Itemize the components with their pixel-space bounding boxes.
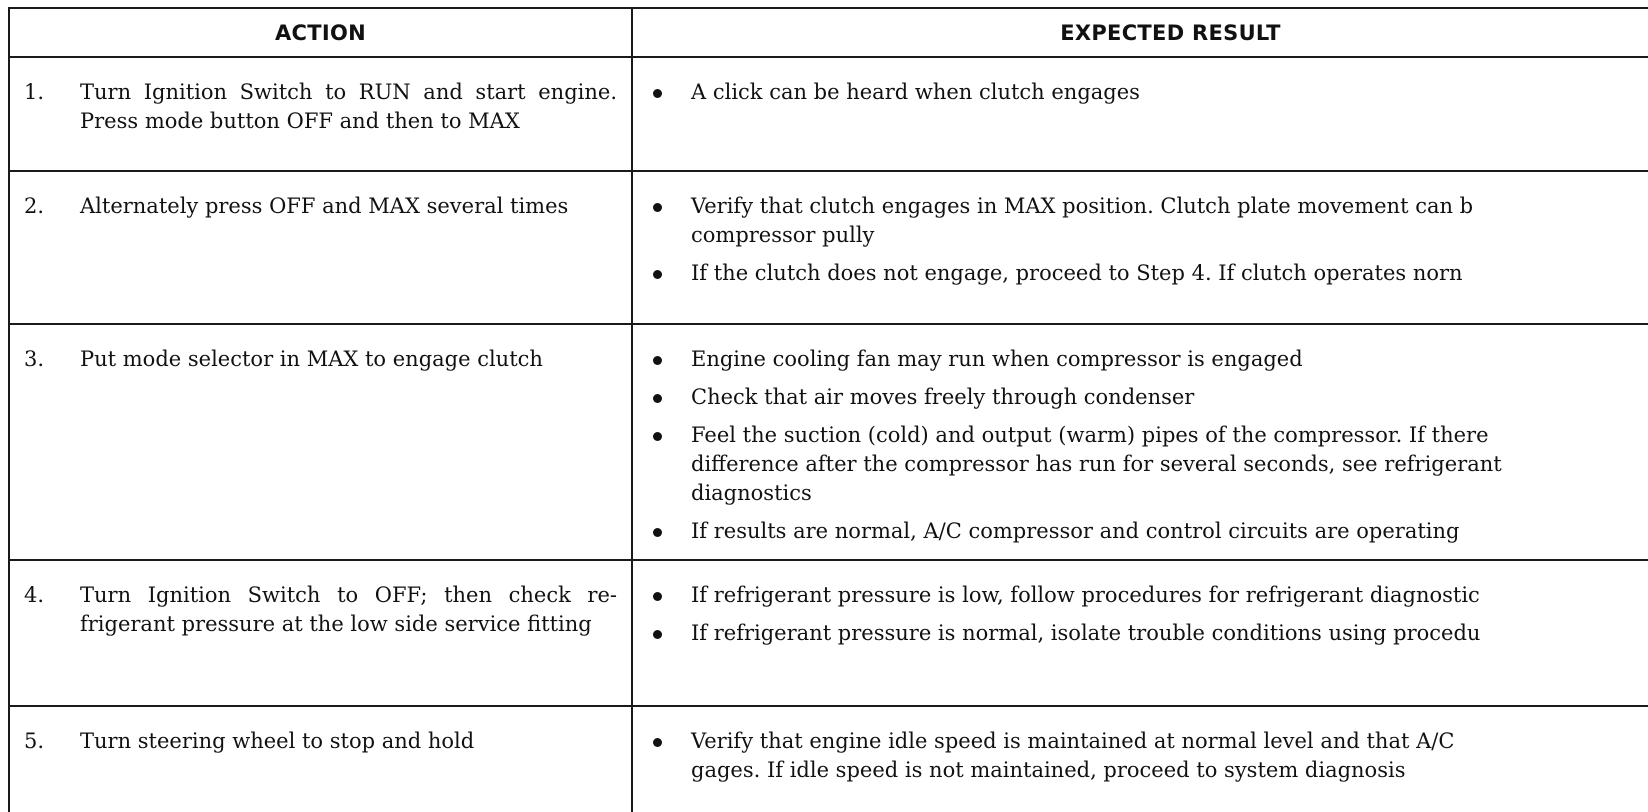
result-item xyxy=(633,421,1648,508)
bullet-icon xyxy=(653,394,662,403)
action-text: Alternately press OFF and MAX several times xyxy=(80,194,569,218)
action-cell xyxy=(9,560,632,706)
action-cell xyxy=(9,57,632,171)
result-item xyxy=(633,345,1648,374)
result-text: Verify that engine idle speed is maintained at normal level and that A/C gages. If idle speed is not maintained, proceed to system diagnosis xyxy=(691,729,1455,782)
result-text: Engine cooling fan may run when compressor is engaged xyxy=(691,347,1303,371)
bullet-icon xyxy=(653,270,662,279)
table-row xyxy=(9,706,1648,812)
result-text: If results are normal, A/C compressor and control circuits are operating xyxy=(691,519,1460,543)
result-item xyxy=(633,78,1648,107)
bullet-icon xyxy=(653,630,662,639)
step-number: 2. xyxy=(24,194,45,218)
result-cell xyxy=(632,57,1648,171)
result-text: If refrigerant pressure is normal, isolate trouble conditions using procedu xyxy=(691,621,1481,645)
result-cell xyxy=(632,560,1648,706)
step-number: 3. xyxy=(24,347,45,371)
result-cell xyxy=(632,171,1648,324)
action-text: Turn steering wheel to stop and hold xyxy=(80,729,475,753)
result-text: Verify that clutch engages in MAX position. Clutch plate movement can b compressor pully xyxy=(691,194,1474,247)
action-column-header: ACTION xyxy=(9,8,632,57)
bullet-icon xyxy=(653,89,662,98)
result-item xyxy=(633,581,1648,610)
result-item xyxy=(633,619,1648,648)
table-row xyxy=(9,560,1648,706)
result-cell xyxy=(632,706,1648,812)
result-item xyxy=(633,727,1648,785)
action-text: Turn Ignition Switch to OFF; then check re-frigerant pressure at the low side service fitting xyxy=(80,583,617,636)
action-text: Turn Ignition Switch to RUN and start engine. Press mode button OFF and then to MAX xyxy=(80,80,617,133)
expected-result-column-header: EXPECTED RESULT xyxy=(632,8,1648,57)
table-row xyxy=(9,324,1648,560)
result-item xyxy=(633,259,1648,288)
step-number: 5. xyxy=(24,729,45,753)
bullet-icon xyxy=(653,432,662,441)
bullet-icon xyxy=(653,738,662,747)
table-row xyxy=(9,57,1648,171)
bullet-icon xyxy=(653,592,662,601)
action-cell xyxy=(9,324,632,560)
bullet-icon xyxy=(653,528,662,537)
action-cell xyxy=(9,171,632,324)
action-cell xyxy=(9,706,632,812)
action-text: Put mode selector in MAX to engage clutch xyxy=(80,347,543,371)
result-item xyxy=(633,517,1648,546)
table-header-row xyxy=(9,8,1648,57)
table-row xyxy=(9,171,1648,324)
result-text: If refrigerant pressure is low, follow procedures for refrigerant diagnostic xyxy=(691,583,1480,607)
bullet-icon xyxy=(653,203,662,212)
result-cell xyxy=(632,324,1648,560)
step-number: 1. xyxy=(24,80,45,104)
bullet-icon xyxy=(653,356,662,365)
result-text: If the clutch does not engage, proceed to Step 4. If clutch operates norn xyxy=(691,261,1463,285)
result-item xyxy=(633,383,1648,412)
result-text: Feel the suction (cold) and output (warm) pipes of the compressor. If there difference after the compressor has run for several seconds, see refrigerant diagnostics xyxy=(691,423,1502,505)
result-item xyxy=(633,192,1648,250)
step-number: 4. xyxy=(24,583,45,607)
result-text: Check that air moves freely through condenser xyxy=(691,385,1195,409)
result-text: A click can be heard when clutch engages xyxy=(691,80,1140,104)
procedure-table xyxy=(8,7,1648,812)
